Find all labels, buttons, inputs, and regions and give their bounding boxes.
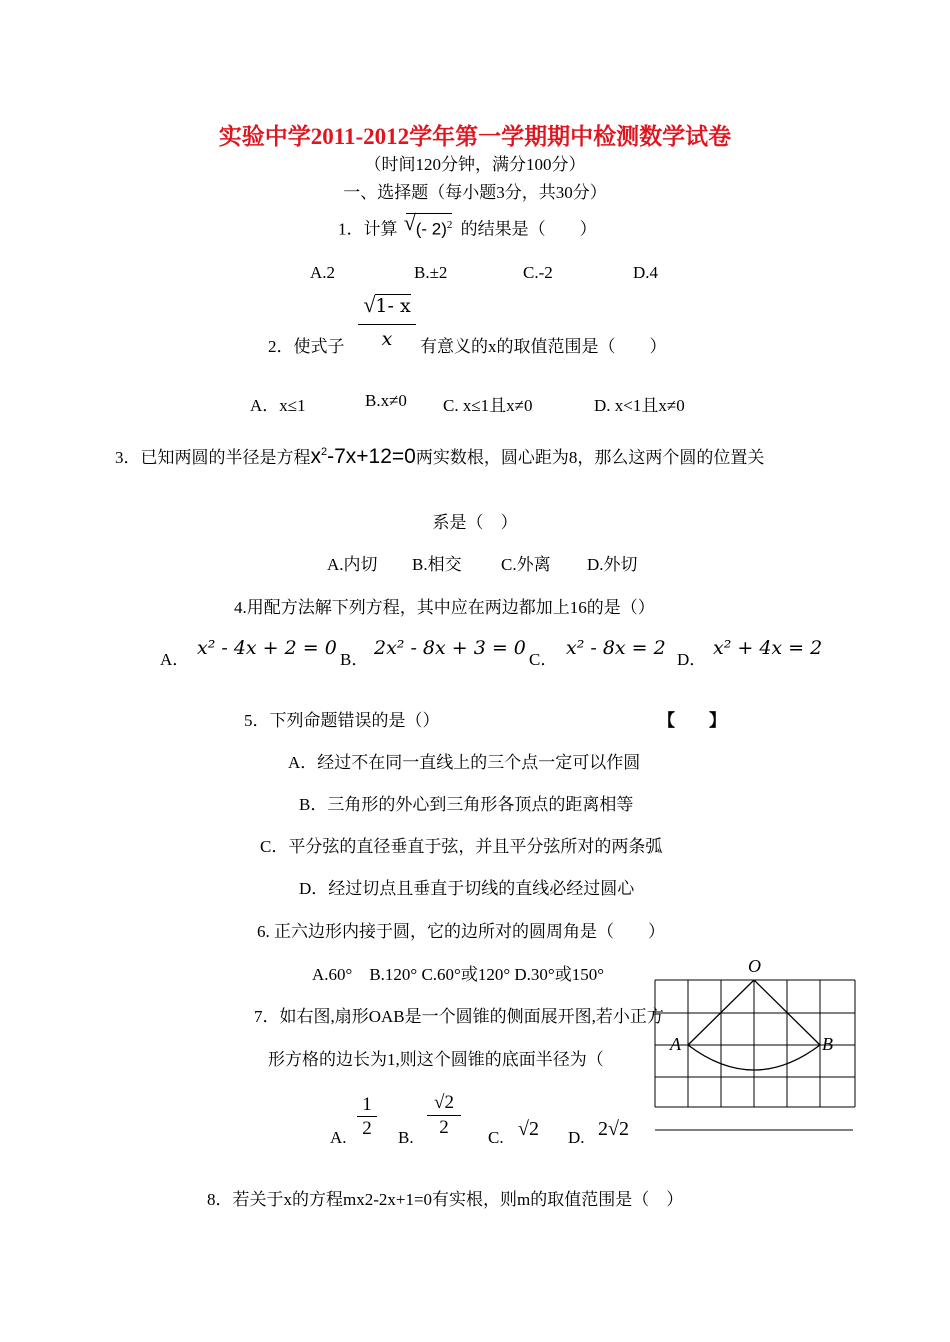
q3-option-b: B.相交 [412, 555, 462, 574]
q7-option-c-value: √2 [518, 1118, 539, 1140]
q7-option-c-letter: C. [488, 1128, 504, 1147]
q7-sector-figure [640, 955, 870, 1140]
q2-numerator: √1- x [358, 290, 416, 325]
q7-option-b-fraction: √2 2 [427, 1091, 461, 1140]
q1-sqrt-expr: √ (- 2)$^2$ [403, 210, 453, 239]
q4-option-b-expr: 2x² - 8x + 3 = 0 [374, 637, 526, 659]
q7-option-d-letter: D. [568, 1128, 585, 1147]
section-heading: 一、选择题（每小题3分，共30分） [343, 183, 607, 202]
q7-option-a-letter: A. [330, 1128, 347, 1147]
q7-option-b-letter: B. [398, 1128, 414, 1147]
q5-option-b: B．三角形的外心到三角形各顶点的距离相等 [299, 795, 634, 814]
exam-title: 实验中学2011-2012学年第一学期期中检测数学试卷 [218, 124, 732, 149]
q7-option-a-fraction: 1 2 [357, 1094, 377, 1141]
q5-text: 5．下列命题错误的是（） [244, 711, 440, 730]
q1-suffix: 的结果是（ ） [460, 219, 597, 239]
q5-option-c: C．平分弦的直径垂直于弦，并且平分弦所对的两条弧 [260, 837, 663, 856]
q4-option-a-expr: x² - 4x + 2 = 0 [197, 637, 337, 659]
q2-fraction [358, 290, 416, 353]
q2-denominator: x [381, 328, 393, 350]
q1-prefix: 1．计算 [338, 219, 398, 239]
q7-label-b: B [822, 1034, 833, 1054]
q4-option-a-letter: A． [160, 650, 190, 669]
q8-text: 8．若关于x的方程mx2-2x+1=0有实根，则m的取值范围是（ ） [207, 1190, 684, 1209]
q2-option-c: C. x≤1且x≠0 [443, 396, 533, 415]
question-1 [338, 210, 597, 241]
q7-line1: 7．如右图,扇形OAB是一个圆锥的侧面展开图,若小正方 [254, 1007, 664, 1026]
q3-option-a: A.内切 [327, 555, 378, 574]
q6-text: 6. 正六边形内接于圆，它的边所对的圆周角是（ ） [257, 922, 665, 941]
q7-label-o: O [748, 956, 761, 976]
q3-prefix: 3．已知两圆的半径是方程 [115, 448, 311, 467]
q7-line2: 形方格的边长为1,则这个圆锥的底面半径为（ [268, 1050, 604, 1069]
q5-option-a: A．经过不在同一直线上的三个点一定可以作圆 [288, 753, 641, 772]
q2-suffix: 有意义的x的取值范围是（ ） [420, 337, 667, 356]
q2-prefix: 2．使式子 [268, 337, 345, 356]
question-3 [115, 443, 764, 469]
q2-option-d: D. x<1且x≠0 [594, 396, 685, 415]
q4-text: 4.用配方法解下列方程，其中应在两边都加上16的是（） [234, 598, 655, 617]
q2-option-a: A．x≤1 [250, 396, 306, 415]
q6-options: A.60° B.120° C.60°或120° D.30°或150° [312, 965, 605, 984]
q3-option-c: C.外离 [501, 555, 551, 574]
q1-option-d: D.4 [633, 263, 659, 282]
q4-option-d-expr: x² + 4x = 2 [713, 637, 823, 659]
exam-subtitle: （时间120分钟，满分100分） [364, 155, 586, 174]
q3-option-d: D.外切 [587, 555, 638, 574]
q4-option-c-letter: C． [529, 650, 558, 669]
q4-option-d-letter: D． [677, 650, 707, 669]
q4-option-b-letter: B． [340, 650, 369, 669]
q3-line2: 系是（ ） [432, 513, 518, 532]
q7-option-d-value: 2√2 [598, 1118, 629, 1140]
q5-answer-bracket: 【 】 [658, 711, 726, 730]
q4-option-c-expr: x² - 8x = 2 [566, 637, 666, 659]
q7-label-a: A [670, 1034, 681, 1054]
q3-suffix: 两实数根，圆心距为8，那么这两个圆的位置关 [415, 448, 765, 467]
q1-option-c: C.-2 [523, 263, 553, 282]
q2-option-b: B.x≠0 [365, 391, 407, 410]
q3-equation: $x^2-7x+12=0$ [310, 445, 416, 468]
q1-option-b: B.±2 [414, 263, 448, 282]
q1-option-a: A.2 [310, 263, 336, 282]
q5-option-d: D．经过切点且垂直于切线的直线必经过圆心 [299, 879, 635, 898]
